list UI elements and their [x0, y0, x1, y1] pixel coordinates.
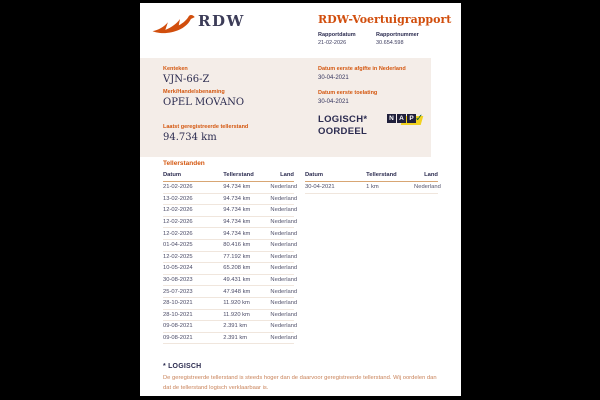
nap-letter-n: N — [387, 114, 396, 123]
row-country: Nederland — [270, 335, 298, 342]
row-mileage: 49.431 km — [223, 277, 251, 284]
row-date: 25-07-2023 — [163, 288, 193, 295]
table-row — [163, 310, 298, 322]
row-date: 12-02-2026 — [163, 230, 193, 237]
rdw-wordmark: RDW — [198, 12, 245, 30]
row-date: 21-02-2026 — [163, 184, 193, 191]
afgifte-label: Datum eerste afgifte in Nederland — [318, 66, 406, 72]
row-mileage: 80.416 km — [223, 242, 251, 249]
nap-letter-a: A — [397, 114, 406, 123]
row-country: Nederland — [270, 219, 298, 226]
row-date: 30-04-2021 — [305, 184, 335, 191]
report-number-block — [376, 32, 419, 46]
row-mileage: 77.192 km — [223, 253, 251, 260]
row-country: Nederland — [270, 253, 298, 260]
row-country: Nederland — [270, 207, 298, 214]
laatste-tellerstand-label: Laatst geregistreerde tellerstand — [163, 124, 249, 130]
oordeel-line2: OORDEEL — [318, 126, 368, 137]
logisch-oordeel-badge — [318, 114, 367, 138]
row-date: 13-02-2026 — [163, 195, 193, 202]
row-mileage: 1 km — [366, 184, 379, 191]
col-tellerstand: Tellerstand — [366, 172, 397, 178]
table-row — [163, 217, 298, 229]
table-row — [163, 275, 298, 287]
toelating-label: Datum eerste toelating — [318, 90, 378, 96]
row-date: 12-02-2025 — [163, 253, 193, 260]
afgifte-value: 30-04-2021 — [318, 75, 349, 81]
row-mileage: 47.948 km — [223, 288, 251, 295]
report-document — [140, 3, 461, 396]
table-row — [163, 263, 298, 275]
row-country: Nederland — [270, 300, 298, 307]
row-mileage: 11.920 km — [223, 300, 250, 307]
row-date: 12-02-2026 — [163, 219, 193, 226]
laatste-tellerstand-value: 94.734 km — [163, 132, 217, 143]
row-mileage: 2.391 km — [223, 323, 248, 330]
table-row — [163, 252, 298, 264]
col-datum: Datum — [163, 172, 182, 178]
row-country: Nederland — [270, 311, 298, 318]
row-country: Nederland — [270, 265, 298, 272]
report-number-label: Rapportnummer — [376, 32, 419, 38]
row-country: Nederland — [270, 184, 298, 191]
row-date: 12-02-2026 — [163, 207, 193, 214]
report-date-label: Rapportdatum — [318, 32, 356, 38]
row-country: Nederland — [270, 323, 298, 330]
page-title: RDW-Voertuigrapport — [318, 13, 452, 26]
table-row — [163, 298, 298, 310]
toelating-value: 30-04-2021 — [318, 99, 349, 105]
kenteken-value: VJN-66-Z — [163, 74, 210, 85]
nap-check-icon: ✓ — [415, 113, 424, 124]
row-date: 10-05-2024 — [163, 265, 193, 272]
table-row — [163, 321, 298, 333]
table-row — [163, 240, 298, 252]
table-header — [305, 172, 438, 182]
row-date: 01-04-2025 — [163, 242, 193, 249]
col-land: Land — [280, 172, 294, 178]
row-date: 30-08-2023 — [163, 277, 193, 284]
row-mileage: 11.920 km — [223, 311, 250, 318]
footnote-text: De geregistreerde tellerstand is steeds hoger dan de daarvoor geregistreerde tellerstand. Wij oordelen dan dat de tellerstand logisch verklaarbaar is. — [163, 375, 437, 391]
row-date: 28-10-2021 — [163, 311, 193, 318]
row-date: 09-08-2021 — [163, 323, 193, 330]
footnote-heading: * LOGISCH — [163, 363, 202, 370]
tellerstanden-table-left — [163, 172, 298, 344]
row-date: 09-08-2021 — [163, 335, 193, 342]
row-mileage: 94.734 km — [223, 207, 251, 214]
nap-logo — [387, 113, 425, 127]
row-mileage: 94.734 km — [223, 219, 251, 226]
row-country: Nederland — [270, 230, 298, 237]
table-row — [163, 194, 298, 206]
col-land: Land — [424, 172, 438, 178]
row-country: Nederland — [270, 195, 298, 202]
table-row — [305, 182, 441, 194]
tellerstanden-table-right — [305, 172, 441, 194]
table-row — [163, 333, 298, 345]
row-country: Nederland — [270, 242, 298, 249]
report-date-value: 21-02-2026 — [318, 40, 347, 46]
rdw-bird-logo-icon — [150, 10, 196, 37]
col-tellerstand: Tellerstand — [223, 172, 254, 178]
merk-label: Merk/Handelsbenaming — [163, 89, 225, 95]
table-header — [163, 172, 294, 182]
report-date-block — [318, 32, 356, 46]
nap-letter-p: P — [407, 114, 416, 123]
row-mileage: 94.734 km — [223, 230, 251, 237]
oordeel-line1: LOGISCH* — [318, 114, 368, 125]
col-datum: Datum — [305, 172, 324, 178]
report-number-value: 30.654.598 — [376, 40, 404, 46]
table-row — [163, 205, 298, 217]
row-country: Nederland — [414, 184, 441, 191]
row-country: Nederland — [270, 277, 298, 284]
table-row — [163, 286, 298, 298]
row-date: 28-10-2021 — [163, 300, 193, 307]
row-mileage: 65.208 km — [223, 265, 251, 272]
row-country: Nederland — [270, 288, 298, 295]
tellerstanden-title: Tellerstanden — [163, 160, 205, 167]
table-row — [163, 228, 298, 240]
row-mileage: 2.391 km — [223, 335, 248, 342]
table-row — [163, 182, 298, 194]
row-mileage: 94.734 km — [223, 184, 251, 191]
merk-value: OPEL MOVANO — [163, 97, 245, 108]
row-mileage: 94.734 km — [223, 195, 251, 202]
kenteken-label: Kenteken — [163, 66, 188, 72]
